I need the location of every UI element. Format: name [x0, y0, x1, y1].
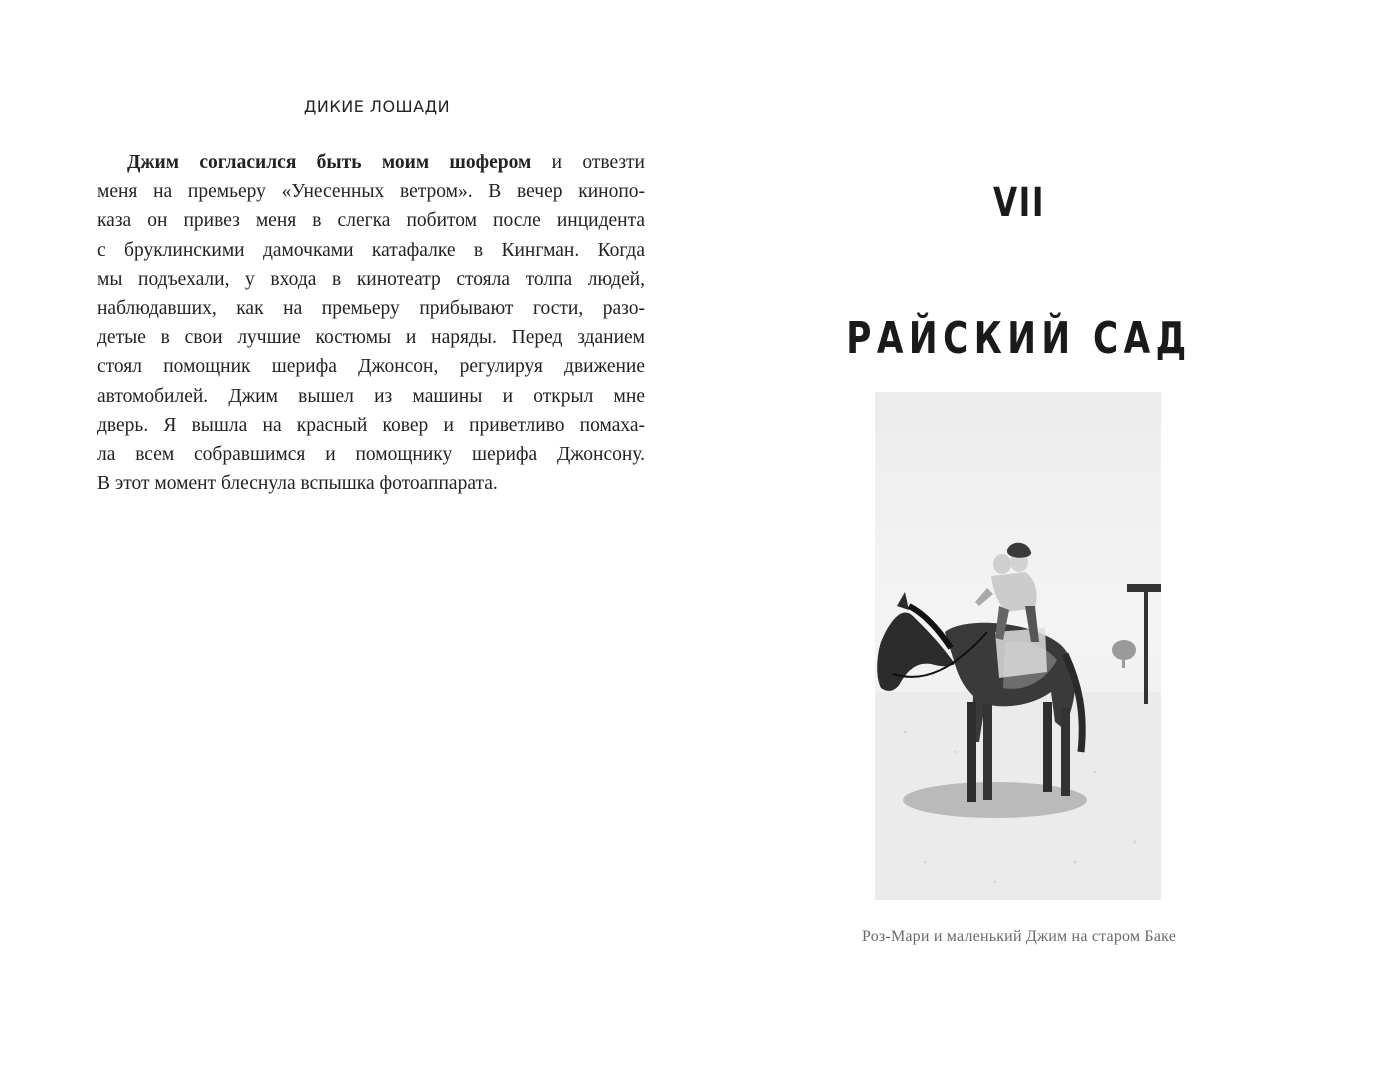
- text-run: и отвезти: [531, 152, 645, 173]
- chapter-number: VII: [992, 180, 1046, 226]
- text-line: В этот момент блеснула вспышка фотоаппарата.: [97, 473, 498, 495]
- horse-photo-image: [875, 392, 1161, 900]
- photo-caption: Роз-Мари и маленький Джим на старом Баке: [862, 928, 1176, 945]
- running-head: ДИКИЕ ЛОШАДИ: [303, 97, 451, 116]
- text-line: дверь. Я вышла на красный ковер и приветливо помаха-: [97, 414, 645, 436]
- text-line: мы подъехали, у входа в кинотеатр стояла толпа людей,: [97, 268, 645, 290]
- text-line: ла всем собравшимся и помощнику шерифа Джонсону.: [97, 443, 645, 465]
- text-line: каза он привез меня в слегка побитом после инцидента: [97, 210, 645, 232]
- chapter-photo: [875, 392, 1161, 900]
- right-page: [697, 0, 1394, 1080]
- text-line: наблюдавших, как на премьеру прибывают гости, разо-: [97, 297, 645, 319]
- text-line: с бруклинскими дамочками катафалке в Кингман. Когда: [97, 239, 645, 261]
- chapter-title: РАЙСКИЙ САД: [846, 313, 1192, 364]
- text-emphasis: Джим согласился быть моим шофером: [127, 152, 532, 173]
- text-line: детые в свои лучшие костюмы и наряды. Перед зданием: [97, 327, 645, 349]
- text-line: стоял помощник шерифа Джонсон, регулируя движение: [97, 356, 645, 378]
- text-line: автомобилей. Джим вышел из машины и открыл мне: [97, 385, 645, 407]
- text-line: [97, 148, 645, 177]
- body-paragraph: [97, 148, 645, 498]
- text-line: меня на премьеру «Унесенных ветром». В вечер кинопо-: [97, 181, 645, 203]
